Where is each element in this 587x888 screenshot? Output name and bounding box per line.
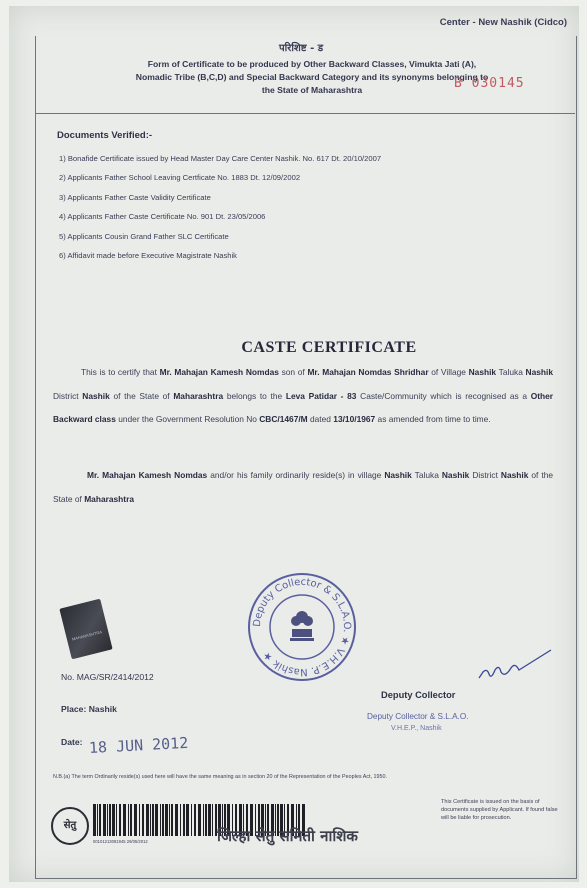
text: District <box>472 470 498 480</box>
document-item: 2) Applicants Father School Leaving Certficate No. 1883 Dt. 12/09/2002 <box>59 173 301 183</box>
certificate-paragraph-1 <box>53 361 553 432</box>
text: as amended from time to time. <box>377 414 491 424</box>
samiti-name: जिल्हा सेतु समिती नाशिक <box>217 827 358 845</box>
caste: Leva Patidar - 83 <box>285 390 357 401</box>
certificate-number-label: No. <box>61 672 75 682</box>
certificate-number <box>61 672 154 682</box>
text: of Village <box>431 367 466 377</box>
center-name: Center - New Nashik (Cidco) <box>439 17 567 28</box>
form-title-line: Form of Certificate to be produced by Other Backward Classes, Vimukta Jati (A), <box>147 59 477 69</box>
text: belongs to the <box>226 390 283 401</box>
hologram-sticker: MAHARASHTRA <box>59 599 112 660</box>
serial-number: B 030145 <box>454 76 525 91</box>
village: Nashik <box>468 367 497 377</box>
district: Nashik <box>82 390 110 401</box>
state: Maharashtra <box>173 390 224 401</box>
text: This is to certify that <box>81 367 157 377</box>
taluka: Nashik <box>525 367 554 377</box>
taluka: Nashik <box>441 470 470 480</box>
certificate-title: CASTE CERTIFICATE <box>241 339 417 356</box>
text: under the Government Resolution No <box>118 414 257 424</box>
barcode-number: 00101213081945 29/05/2012 <box>93 839 148 844</box>
certificate-number-value: MAG/SR/2414/2012 <box>76 672 154 682</box>
officer-stamp-line2: V.H.E.P., Nashik <box>391 725 442 732</box>
certificate-page <box>9 6 579 882</box>
seal-text: Deputy Collector & S.L.A.O. ★ V.H.E.P. Nashik ★ <box>251 576 353 678</box>
header-divider <box>35 113 575 114</box>
place: Place: Nashik <box>61 704 117 714</box>
form-title-line: the State of Maharashtra <box>261 85 363 95</box>
father-name: Mr. Mahajan Nomdas Shridhar <box>307 367 429 377</box>
certificate-paragraph-2 <box>53 464 553 511</box>
form-title-line: Nomadic Tribe (B,C,D) and Special Backward Category and its synonyms belonging to <box>135 72 489 82</box>
category: Other Backward class <box>53 390 554 424</box>
signature <box>477 646 557 686</box>
text: of the State of <box>53 470 554 504</box>
document-item: 5) Applicants Cousin Grand Father SLC Certificate <box>59 231 229 241</box>
text: District <box>53 390 79 401</box>
text: son of <box>281 367 305 377</box>
village: Nashik <box>384 470 412 480</box>
text: dated <box>309 414 331 424</box>
document-item: 6) Affidavit made before Executive Magistrate Nashik <box>59 250 237 260</box>
document-item: 4) Applicants Father Caste Certificate No. 901 Dt. 23/05/2006 <box>59 212 266 222</box>
text: and/or his family ordinarily reside(s) in village <box>210 470 382 480</box>
text: Taluka <box>498 367 523 377</box>
official-seal-stamp <box>246 571 358 683</box>
document-item: 1) Bonafide Certificate issued by Head Master Day Care Center Nashik. No. 617 Dt. 20/10/2007 <box>59 154 382 163</box>
prosecution-notice: This Certificate is issued on the basis of documents supplied by Applicant. If found false will be liable for prosecution. <box>441 799 558 821</box>
documents-list <box>59 154 381 270</box>
district: Nashik <box>500 470 529 480</box>
date-stamp: 18 JUN 2012 <box>88 733 189 757</box>
documents-heading: Documents Verified:- <box>57 130 153 141</box>
applicant-name: Mr. Mahajan Kamesh Nomdas <box>87 470 208 480</box>
officer-stamp-line1: Deputy Collector & S.L.A.O. <box>367 712 469 721</box>
gr-number: CBC/1467/M <box>259 414 308 424</box>
text: Taluka <box>414 470 439 480</box>
applicant-name: Mr. Mahajan Kamesh Nomdas <box>159 367 279 377</box>
document-item: 3) Applicants Father Caste Validity Certificate <box>59 192 211 202</box>
setu-logo: सेतु <box>51 807 89 845</box>
text: Caste/Community which is recognised as a <box>360 390 528 401</box>
nb-note: N.B.(a) The term Ordinarily reside(s) used here will have the same meaning as in section 20 of the Representation of the Peoples Act, 1950. <box>53 774 387 780</box>
hindi-heading: परिशिष्ट - ड <box>279 43 324 54</box>
state: Maharashtra <box>84 493 135 504</box>
gr-date: 13/10/1967 <box>333 414 376 424</box>
text: of the State of <box>113 390 170 401</box>
officer-title: Deputy Collector <box>381 690 456 700</box>
date-label: Date: <box>61 737 83 747</box>
svg-text:Deputy Collector & S.L.A.O. ★ <box>252 577 352 677</box>
